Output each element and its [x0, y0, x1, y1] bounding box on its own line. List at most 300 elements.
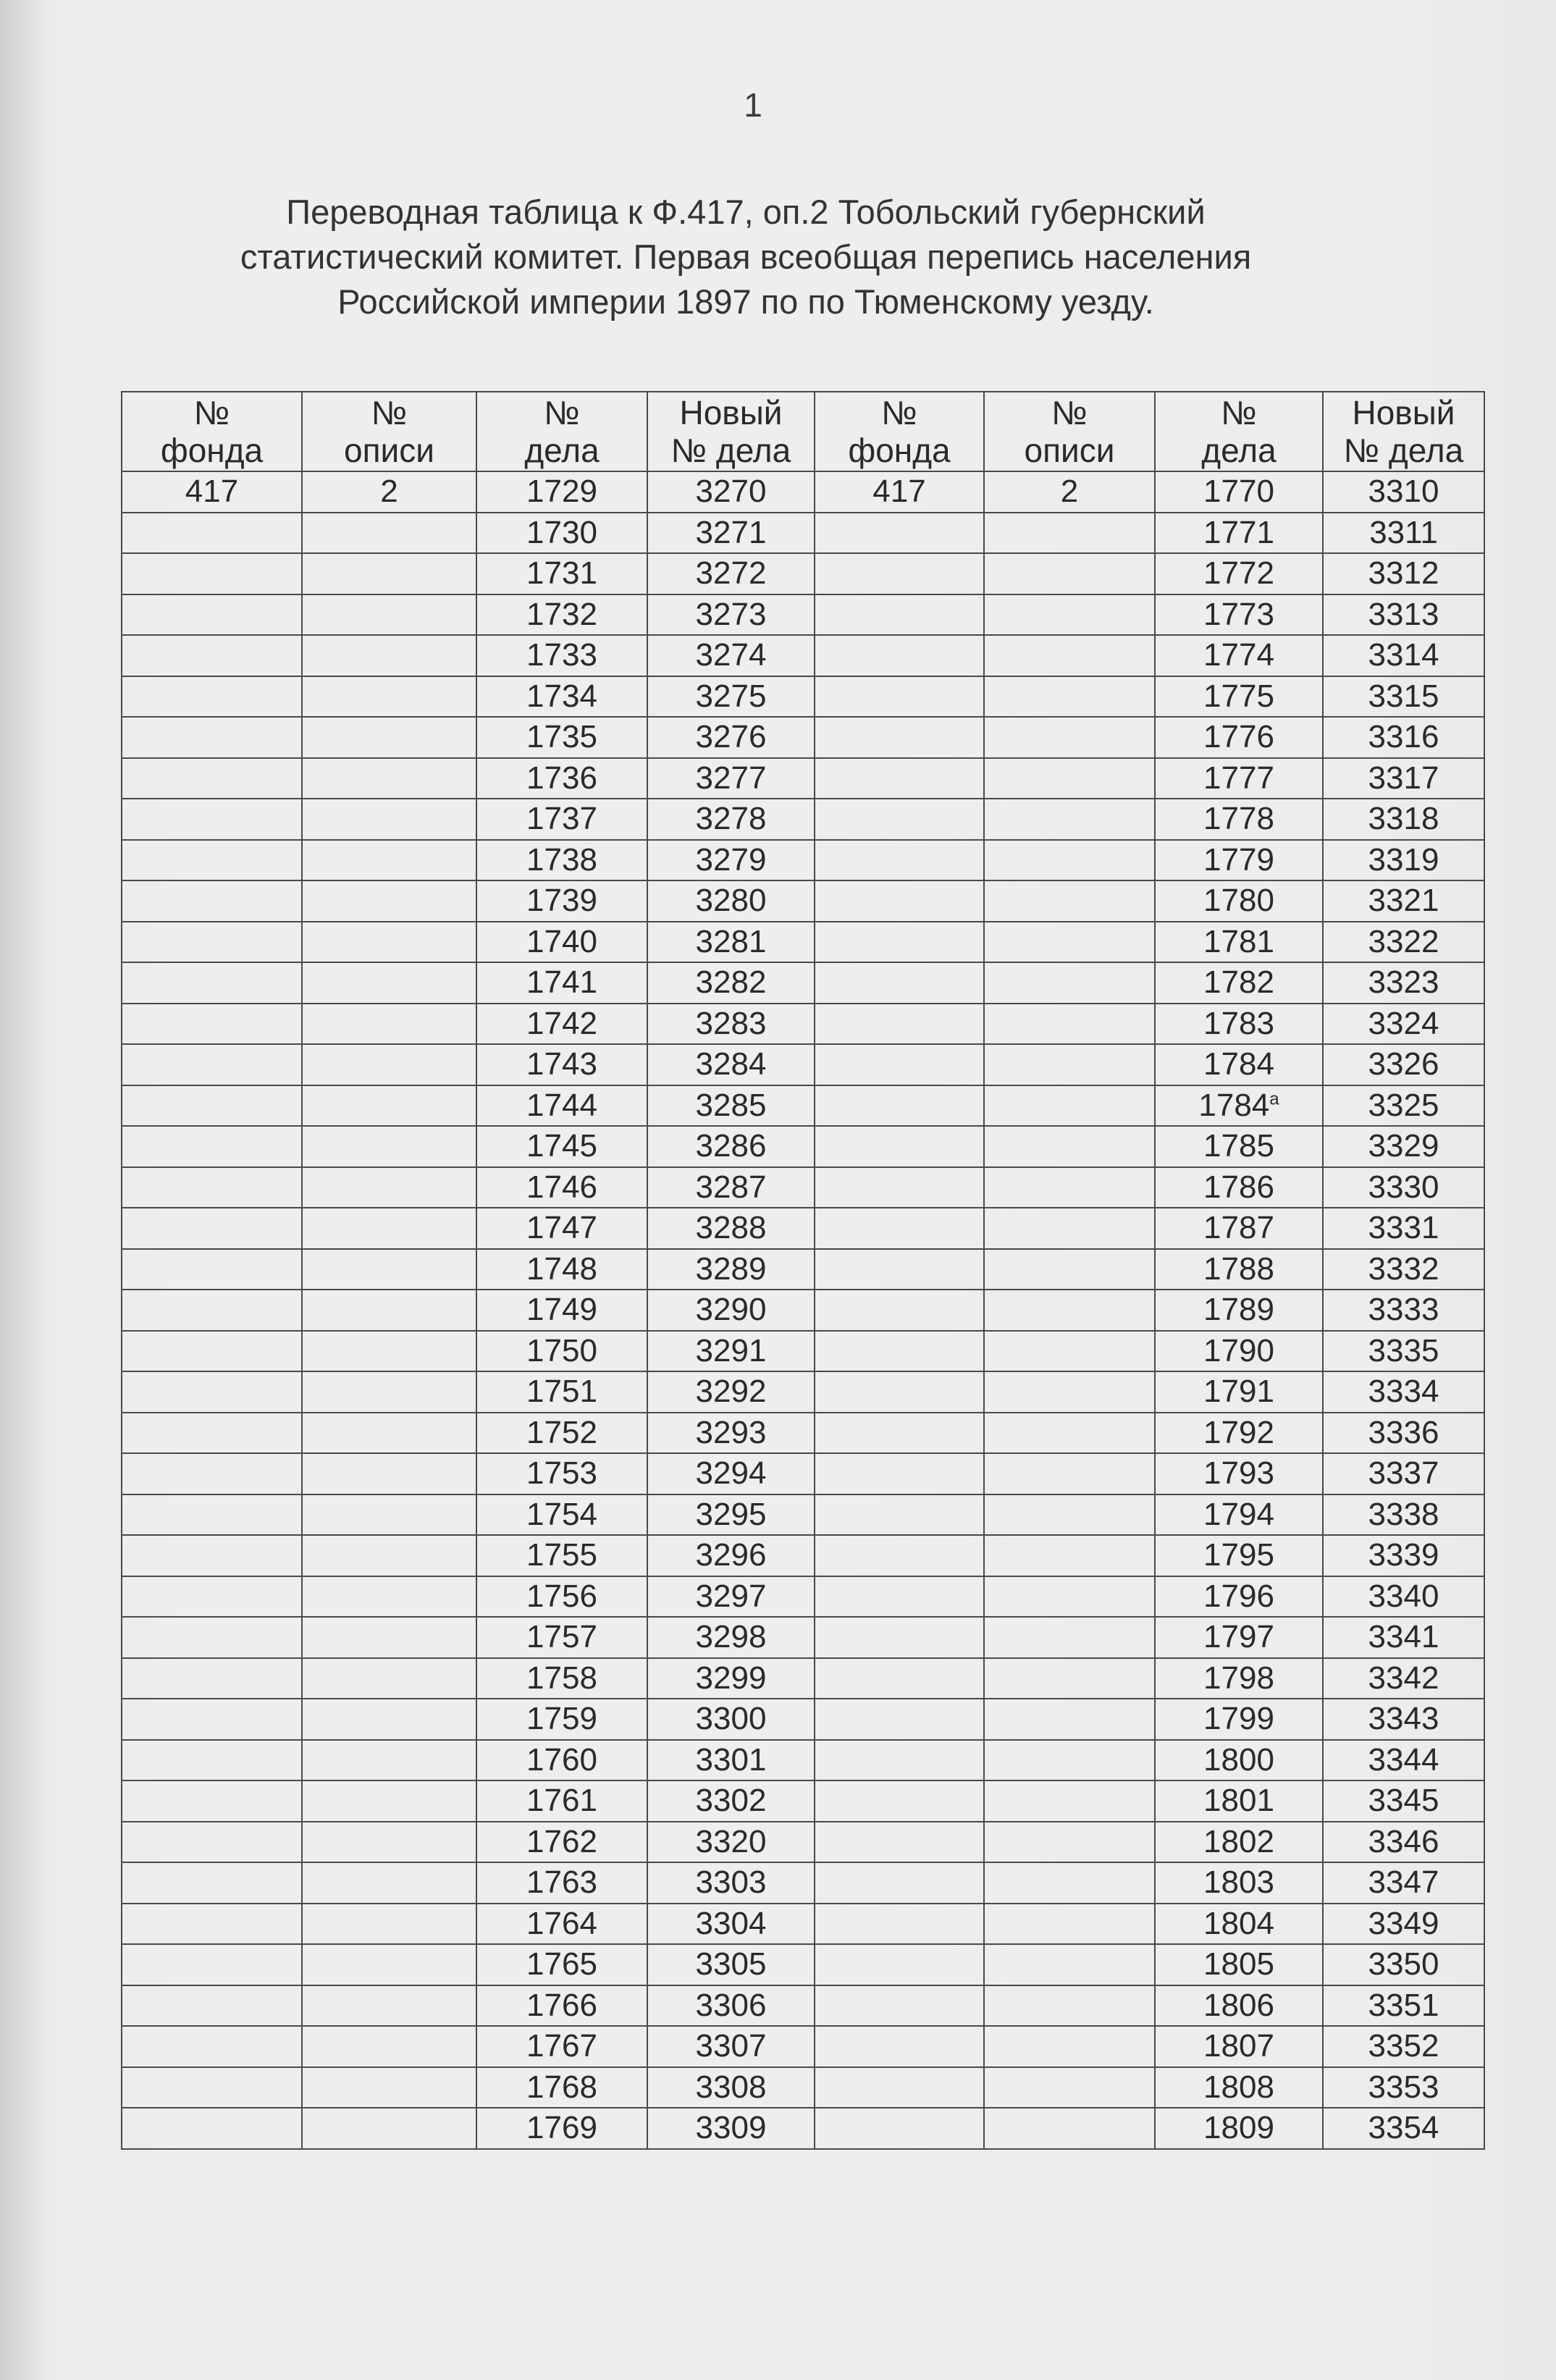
cell-fond-left [122, 717, 302, 758]
cell-new-delo-left: 3285 [647, 1085, 815, 1127]
cell-new-delo-left: 3297 [647, 1576, 815, 1618]
cell-delo-right: 1809 [1155, 2108, 1323, 2149]
table-row [122, 717, 1484, 758]
title-line: Переводная таблица к Ф.417, оп.2 Тобольский губернский [286, 193, 1206, 231]
cell-opis-left [302, 1780, 476, 1822]
cell-new-delo-right: 3314 [1323, 635, 1484, 676]
cell-new-delo-right: 3322 [1323, 922, 1484, 963]
cell-new-delo-left: 3280 [647, 880, 815, 922]
cell-delo-right: 1790 [1155, 1331, 1323, 1372]
cell-new-delo-left: 3298 [647, 1617, 815, 1658]
cell-fond-right [815, 2026, 984, 2067]
cell-new-delo-left: 3277 [647, 758, 815, 799]
cell-delo-right: 1803 [1155, 1862, 1323, 1904]
cell-new-delo-right: 3316 [1323, 717, 1484, 758]
table-row [122, 471, 1484, 513]
table-row [122, 840, 1484, 881]
cell-delo-right: 1770 [1155, 471, 1323, 513]
cell-delo-right: 1800 [1155, 1740, 1323, 1781]
cell-fond-right [815, 717, 984, 758]
cell-delo-right: 1788 [1155, 1249, 1323, 1290]
cell-delo-left: 1748 [476, 1249, 647, 1290]
cell-opis-right: 2 [984, 471, 1155, 513]
cell-new-delo-right: 3337 [1323, 1453, 1484, 1494]
cell-opis-left [302, 1126, 476, 1167]
cell-delo-left: 1737 [476, 799, 647, 840]
cell-delo-left: 1755 [476, 1535, 647, 1576]
cell-opis-right [984, 513, 1155, 554]
cell-fond-left [122, 594, 302, 636]
cell-new-delo-left: 3272 [647, 553, 815, 594]
cell-delo-left: 1757 [476, 1617, 647, 1658]
cell-fond-right [815, 2067, 984, 2108]
table-row [122, 1085, 1484, 1127]
cell-delo-right: 1771 [1155, 513, 1323, 554]
table-row [122, 799, 1484, 840]
table-row [122, 1617, 1484, 1658]
cell-fond-left [122, 880, 302, 922]
title-line: статистический комитет. Первая всеобщая перепись населения [240, 237, 1252, 276]
cell-delo-left: 1762 [476, 1822, 647, 1863]
cell-opis-left [302, 1699, 476, 1740]
cell-new-delo-left: 3300 [647, 1699, 815, 1740]
cell-opis-right [984, 1371, 1155, 1413]
cell-fond-left [122, 1044, 302, 1085]
cell-opis-left [302, 1331, 476, 1372]
cell-delo-left: 1764 [476, 1904, 647, 1945]
table-row [122, 2067, 1484, 2108]
cell-fond-left [122, 1944, 302, 1985]
cell-opis-right [984, 840, 1155, 881]
cell-new-delo-left: 3283 [647, 1004, 815, 1045]
cell-new-delo-left: 3293 [647, 1413, 815, 1454]
cell-opis-right [984, 2067, 1155, 2108]
cell-opis-right [984, 1780, 1155, 1822]
cell-delo-right: 1801 [1155, 1780, 1323, 1822]
cell-new-delo-right: 3323 [1323, 962, 1484, 1004]
cell-new-delo-left: 3276 [647, 717, 815, 758]
cell-opis-left [302, 2108, 476, 2149]
cell-opis-right [984, 717, 1155, 758]
cell-opis-left [302, 1208, 476, 1249]
cell-opis-right [984, 1044, 1155, 1085]
cell-delo-left: 1743 [476, 1044, 647, 1085]
cell-opis-left [302, 2026, 476, 2067]
cell-fond-right [815, 1249, 984, 1290]
cell-opis-left [302, 758, 476, 799]
cell-fond-right [815, 513, 984, 554]
table-row [122, 2026, 1484, 2067]
cell-delo-left: 1754 [476, 1494, 647, 1536]
cell-new-delo-right: 3311 [1323, 513, 1484, 554]
cell-fond-left [122, 1331, 302, 1372]
table-row [122, 1413, 1484, 1454]
cell-delo-left: 1735 [476, 717, 647, 758]
cell-opis-left [302, 1535, 476, 1576]
cell-fond-left [122, 1535, 302, 1576]
cell-opis-right [984, 1862, 1155, 1904]
cell-new-delo-left: 3303 [647, 1862, 815, 1904]
cell-fond-left [122, 799, 302, 840]
table-row [122, 922, 1484, 963]
cell-fond-right [815, 1862, 984, 1904]
cell-new-delo-right: 3345 [1323, 1780, 1484, 1822]
cell-fond-right [815, 1780, 984, 1822]
cell-fond-left [122, 840, 302, 881]
conversion-table [121, 391, 1485, 2150]
cell-delo-right: 1794 [1155, 1494, 1323, 1536]
cell-opis-right [984, 676, 1155, 718]
cell-new-delo-right: 3354 [1323, 2108, 1484, 2149]
cell-new-delo-right: 3341 [1323, 1617, 1484, 1658]
cell-fond-left [122, 1085, 302, 1127]
cell-opis-right [984, 1699, 1155, 1740]
header-fond-right: № фонда [815, 392, 984, 471]
table-row [122, 635, 1484, 676]
cell-opis-left [302, 1740, 476, 1781]
cell-fond-left: 417 [122, 471, 302, 513]
table-row [122, 676, 1484, 718]
cell-fond-left [122, 2108, 302, 2149]
cell-fond-right [815, 1371, 984, 1413]
cell-new-delo-left: 3278 [647, 799, 815, 840]
cell-new-delo-left: 3287 [647, 1167, 815, 1208]
cell-delo-right: 1787 [1155, 1208, 1323, 1249]
cell-opis-right [984, 1985, 1155, 2027]
cell-fond-right [815, 1617, 984, 1658]
cell-delo-right: 1793 [1155, 1453, 1323, 1494]
table-body [122, 471, 1484, 2149]
cell-opis-left [302, 1167, 476, 1208]
cell-opis-right [984, 1453, 1155, 1494]
cell-opis-right [984, 1413, 1155, 1454]
cell-opis-right [984, 922, 1155, 963]
cell-delo-right: 1778 [1155, 799, 1323, 840]
cell-fond-right [815, 1413, 984, 1454]
cell-delo-left: 1730 [476, 513, 647, 554]
cell-new-delo-left: 3306 [647, 1985, 815, 2027]
cell-new-delo-right: 3344 [1323, 1740, 1484, 1781]
cell-opis-right [984, 1249, 1155, 1290]
cell-fond-left [122, 1699, 302, 1740]
cell-delo-right: 1773 [1155, 594, 1323, 636]
table-row [122, 1944, 1484, 1985]
cell-new-delo-left: 3271 [647, 513, 815, 554]
cell-opis-right [984, 1494, 1155, 1536]
cell-delo-right: 1802 [1155, 1822, 1323, 1863]
cell-delo-left: 1769 [476, 2108, 647, 2149]
cell-fond-right [815, 1658, 984, 1699]
cell-fond-right [815, 880, 984, 922]
cell-fond-right [815, 1985, 984, 2027]
cell-new-delo-right: 3353 [1323, 2067, 1484, 2108]
cell-new-delo-left: 3304 [647, 1904, 815, 1945]
cell-new-delo-right: 3324 [1323, 1004, 1484, 1045]
cell-opis-right [984, 880, 1155, 922]
cell-opis-right [984, 1904, 1155, 1945]
cell-delo-right: 1797 [1155, 1617, 1323, 1658]
cell-opis-left [302, 880, 476, 922]
header-new-delo-left: Новый № дела [647, 392, 815, 471]
cell-opis-left [302, 1617, 476, 1658]
cell-opis-left [302, 1862, 476, 1904]
cell-opis-left [302, 1004, 476, 1045]
cell-fond-right [815, 1004, 984, 1045]
cell-new-delo-left: 3320 [647, 1822, 815, 1863]
cell-opis-right [984, 1290, 1155, 1331]
cell-fond-right [815, 1944, 984, 1985]
cell-fond-left [122, 513, 302, 554]
table-row [122, 594, 1484, 636]
table-row [122, 1740, 1484, 1781]
cell-fond-right [815, 594, 984, 636]
cell-fond-left [122, 1249, 302, 1290]
table-row [122, 1494, 1484, 1536]
cell-opis-right [984, 1617, 1155, 1658]
cell-delo-right: 1808 [1155, 2067, 1323, 2108]
cell-fond-right [815, 962, 984, 1004]
cell-delo-left: 1750 [476, 1331, 647, 1372]
cell-opis-right [984, 1167, 1155, 1208]
table-row [122, 1167, 1484, 1208]
cell-fond-right [815, 1044, 984, 1085]
cell-new-delo-right: 3347 [1323, 1862, 1484, 1904]
cell-new-delo-left: 3279 [647, 840, 815, 881]
cell-new-delo-left: 3308 [647, 2067, 815, 2108]
cell-fond-left [122, 1167, 302, 1208]
cell-new-delo-left: 3299 [647, 1658, 815, 1699]
cell-fond-left [122, 1290, 302, 1331]
cell-fond-right [815, 840, 984, 881]
cell-new-delo-left: 3288 [647, 1208, 815, 1249]
cell-delo-right: 1774 [1155, 635, 1323, 676]
cell-delo-right: 1772 [1155, 553, 1323, 594]
cell-new-delo-left: 3289 [647, 1249, 815, 1290]
cell-opis-right [984, 1331, 1155, 1372]
header-opis-right: № описи [984, 392, 1155, 471]
cell-new-delo-right: 3339 [1323, 1535, 1484, 1576]
cell-delo-right: 1782 [1155, 962, 1323, 1004]
cell-delo-left: 1744 [476, 1085, 647, 1127]
cell-new-delo-right: 3330 [1323, 1167, 1484, 1208]
cell-fond-left [122, 1576, 302, 1618]
cell-opis-left [302, 1453, 476, 1494]
header-fond-left: № фонда [122, 392, 302, 471]
cell-new-delo-right: 3334 [1323, 1371, 1484, 1413]
cell-opis-left [302, 1044, 476, 1085]
cell-delo-left: 1745 [476, 1126, 647, 1167]
cell-new-delo-left: 3296 [647, 1535, 815, 1576]
cell-fond-right [815, 1822, 984, 1863]
cell-new-delo-left: 3270 [647, 471, 815, 513]
header-new-delo-right: Новый № дела [1323, 392, 1484, 471]
table-row [122, 1371, 1484, 1413]
cell-new-delo-right: 3317 [1323, 758, 1484, 799]
cell-delo-left: 1749 [476, 1290, 647, 1331]
cell-delo-right: 1777 [1155, 758, 1323, 799]
cell-fond-left [122, 1862, 302, 1904]
cell-opis-left [302, 922, 476, 963]
cell-fond-left [122, 1658, 302, 1699]
cell-fond-left [122, 1822, 302, 1863]
header-opis-left: № описи [302, 392, 476, 471]
cell-fond-left [122, 922, 302, 963]
cell-opis-right [984, 1576, 1155, 1618]
cell-delo-left: 1767 [476, 2026, 647, 2067]
cell-new-delo-left: 3290 [647, 1290, 815, 1331]
cell-opis-right [984, 1085, 1155, 1127]
cell-opis-right [984, 1535, 1155, 1576]
cell-opis-left [302, 1371, 476, 1413]
table-row [122, 758, 1484, 799]
cell-new-delo-left: 3274 [647, 635, 815, 676]
cell-new-delo-left: 3305 [647, 1944, 815, 1985]
cell-new-delo-right: 3310 [1323, 471, 1484, 513]
cell-delo-left: 1747 [476, 1208, 647, 1249]
cell-fond-right [815, 1740, 984, 1781]
cell-new-delo-left: 3273 [647, 594, 815, 636]
table-row [122, 1658, 1484, 1699]
cell-opis-left [302, 1985, 476, 2027]
cell-fond-left [122, 635, 302, 676]
cell-fond-left [122, 1780, 302, 1822]
cell-delo-left: 1733 [476, 635, 647, 676]
cell-delo-right: 1806 [1155, 1985, 1323, 2027]
table-row [122, 1044, 1484, 1085]
cell-new-delo-right: 3352 [1323, 2026, 1484, 2067]
cell-opis-right [984, 2108, 1155, 2149]
cell-opis-left [302, 840, 476, 881]
table-row [122, 1126, 1484, 1167]
table-row [122, 1004, 1484, 1045]
cell-opis-left [302, 513, 476, 554]
table-row [122, 1576, 1484, 1618]
cell-fond-right [815, 758, 984, 799]
header-delo-left: № дела [476, 392, 647, 471]
cell-delo-left: 1765 [476, 1944, 647, 1985]
cell-delo-right: 1779 [1155, 840, 1323, 881]
cell-new-delo-left: 3309 [647, 2108, 815, 2149]
table-row [122, 962, 1484, 1004]
cell-new-delo-left: 3286 [647, 1126, 815, 1167]
cell-delo-left: 1739 [476, 880, 647, 922]
cell-fond-right [815, 553, 984, 594]
cell-delo-right: 1780 [1155, 880, 1323, 922]
cell-delo-left: 1751 [476, 1371, 647, 1413]
cell-new-delo-right: 3312 [1323, 553, 1484, 594]
cell-opis-right [984, 1658, 1155, 1699]
cell-delo-right: 1776 [1155, 717, 1323, 758]
cell-fond-right [815, 1126, 984, 1167]
cell-fond-left [122, 1904, 302, 1945]
cell-delo-right: 1791 [1155, 1371, 1323, 1413]
cell-opis-left [302, 1822, 476, 1863]
cell-fond-left [122, 2067, 302, 2108]
cell-fond-left [122, 1740, 302, 1781]
cell-fond-right [815, 1453, 984, 1494]
cell-opis-left [302, 717, 476, 758]
table-row [122, 880, 1484, 922]
cell-opis-left [302, 635, 476, 676]
cell-new-delo-right: 3350 [1323, 1944, 1484, 1985]
cell-delo-right: 1775 [1155, 676, 1323, 718]
cell-delo-right: 1799 [1155, 1699, 1323, 1740]
cell-delo-right: 1798 [1155, 1658, 1323, 1699]
cell-delo-left: 1732 [476, 594, 647, 636]
cell-new-delo-right: 3343 [1323, 1699, 1484, 1740]
cell-opis-left [302, 1249, 476, 1290]
table-row [122, 1822, 1484, 1863]
cell-opis-left [302, 1413, 476, 1454]
cell-opis-right [984, 1004, 1155, 1045]
cell-delo-left: 1740 [476, 922, 647, 963]
table-row [122, 1453, 1484, 1494]
cell-opis-right [984, 1740, 1155, 1781]
cell-delo-left: 1753 [476, 1453, 647, 1494]
page-number: 1 [744, 86, 762, 124]
cell-opis-left [302, 1944, 476, 1985]
cell-new-delo-left: 3292 [647, 1371, 815, 1413]
cell-new-delo-right: 3313 [1323, 594, 1484, 636]
cell-new-delo-right: 3340 [1323, 1576, 1484, 1618]
cell-new-delo-left: 3294 [647, 1453, 815, 1494]
cell-opis-left [302, 1576, 476, 1618]
header-delo-right: № дела [1155, 392, 1323, 471]
cell-delo-right: 1786 [1155, 1167, 1323, 1208]
table-row [122, 513, 1484, 554]
cell-delo-right: 1795 [1155, 1535, 1323, 1576]
cell-opis-right [984, 553, 1155, 594]
cell-new-delo-left: 3295 [647, 1494, 815, 1536]
cell-fond-left [122, 1494, 302, 1536]
cell-new-delo-right: 3332 [1323, 1249, 1484, 1290]
cell-new-delo-right: 3333 [1323, 1290, 1484, 1331]
cell-opis-right [984, 1208, 1155, 1249]
cell-fond-right [815, 1576, 984, 1618]
cell-new-delo-left: 3284 [647, 1044, 815, 1085]
table-row [122, 1699, 1484, 1740]
cell-new-delo-right: 3315 [1323, 676, 1484, 718]
cell-opis-left [302, 553, 476, 594]
cell-fond-right [815, 1699, 984, 1740]
table-row [122, 2108, 1484, 2149]
cell-new-delo-right: 3318 [1323, 799, 1484, 840]
cell-fond-right [815, 922, 984, 963]
cell-opis-left [302, 962, 476, 1004]
cell-delo-right: 1807 [1155, 2026, 1323, 2067]
table-row [122, 553, 1484, 594]
cell-delo-left: 1763 [476, 1862, 647, 1904]
cell-new-delo-right: 3346 [1323, 1822, 1484, 1863]
cell-fond-left [122, 1208, 302, 1249]
cell-delo-left: 1759 [476, 1699, 647, 1740]
cell-delo-left: 1766 [476, 1985, 647, 2027]
cell-fond-left [122, 1371, 302, 1413]
cell-delo-left: 1731 [476, 553, 647, 594]
cell-delo-right: $1784^а$ [1155, 1085, 1323, 1127]
cell-fond-left [122, 962, 302, 1004]
cell-delo-left: 1758 [476, 1658, 647, 1699]
cell-new-delo-right: 3331 [1323, 1208, 1484, 1249]
cell-fond-left [122, 1985, 302, 2027]
table-row [122, 1208, 1484, 1249]
cell-new-delo-right: 3338 [1323, 1494, 1484, 1536]
cell-fond-right [815, 1208, 984, 1249]
cell-opis-left [302, 594, 476, 636]
document-title [203, 190, 1289, 324]
cell-fond-right [815, 1904, 984, 1945]
cell-new-delo-right: 3342 [1323, 1658, 1484, 1699]
